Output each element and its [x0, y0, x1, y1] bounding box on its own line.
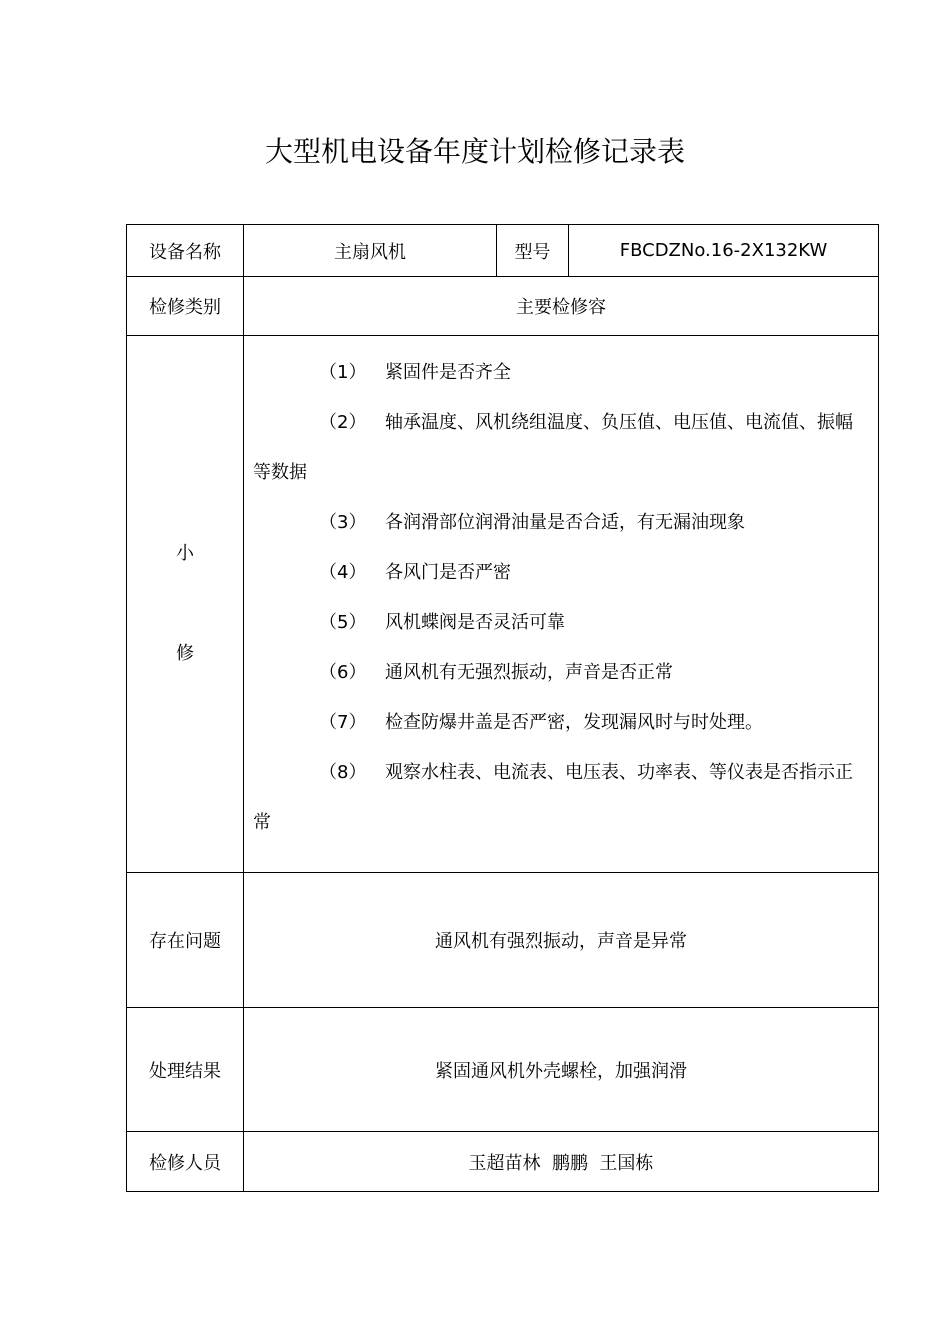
- category-label: 检修类别: [127, 277, 244, 336]
- problems-row: [127, 873, 879, 1008]
- inspection-item-text: 各风门是否严密: [385, 562, 511, 583]
- personnel-label: 检修人员: [127, 1132, 244, 1192]
- personnel-value: 玉超苗林 鹏鹏 王国栋: [244, 1132, 879, 1192]
- problems-label: 存在问题: [127, 873, 244, 1008]
- result-value: 紧固通风机外壳螺栓，加强润滑: [244, 1008, 879, 1132]
- equipment-name-value: 主扇风机: [244, 225, 497, 277]
- result-label: 处理结果: [127, 1008, 244, 1132]
- inspection-item: [253, 748, 870, 848]
- model-value: FBCDZNo.16-2X132KW: [569, 225, 879, 277]
- minor-repair-label-char: 修: [176, 643, 194, 664]
- inspection-item: [253, 498, 870, 548]
- inspection-item: [253, 548, 870, 598]
- personnel-row: [127, 1132, 879, 1192]
- inspection-item: [253, 648, 870, 698]
- inspection-item: [253, 398, 870, 498]
- inspection-item-text: 通风机有无强烈振动，声音是否正常: [385, 662, 673, 683]
- record-table: [126, 224, 879, 1192]
- inspection-item-text: 观察水柱表、电流表、电压表、功率表、等仪表是否指示正常: [253, 762, 853, 833]
- minor-repair-label-char: 小: [176, 543, 194, 564]
- minor-repair-items: [244, 336, 879, 873]
- inspection-item: [253, 598, 870, 648]
- inspection-item-number: （1）: [319, 362, 367, 383]
- inspection-item-number: （6）: [319, 662, 367, 683]
- inspection-item-text: 风机蝶阀是否灵活可靠: [385, 612, 565, 633]
- problems-value: 通风机有强烈振动，声音是异常: [244, 873, 879, 1008]
- inspection-item-list: [244, 336, 878, 872]
- minor-repair-row: [127, 336, 879, 873]
- minor-repair-label: [127, 336, 244, 873]
- inspection-item-number: （3）: [319, 512, 367, 533]
- inspection-item-text: 轴承温度、风机绕组温度、负压值、电压值、电流值、振幅等数据: [253, 412, 853, 483]
- page-title: 大型机电设备年度计划检修记录表: [264, 135, 685, 168]
- inspection-item-number: （8）: [319, 762, 367, 783]
- category-row: [127, 277, 879, 336]
- equipment-name-label: 设备名称: [127, 225, 244, 277]
- inspection-item-number: （2）: [319, 412, 367, 433]
- equipment-row: [127, 225, 879, 277]
- inspection-item-text: 检查防爆井盖是否严密，发现漏风时与时处理。: [385, 712, 763, 733]
- result-row: [127, 1008, 879, 1132]
- inspection-item-number: （5）: [319, 612, 367, 633]
- inspection-item: [253, 348, 870, 398]
- inspection-item: [253, 698, 870, 748]
- model-label: 型号: [497, 225, 569, 277]
- inspection-item-number: （4）: [319, 562, 367, 583]
- category-value: 主要检修容: [244, 277, 879, 336]
- inspection-item-number: （7）: [319, 712, 367, 733]
- inspection-item-text: 各润滑部位润滑油量是否合适，有无漏油现象: [385, 512, 745, 533]
- inspection-item-text: 紧固件是否齐全: [385, 362, 511, 383]
